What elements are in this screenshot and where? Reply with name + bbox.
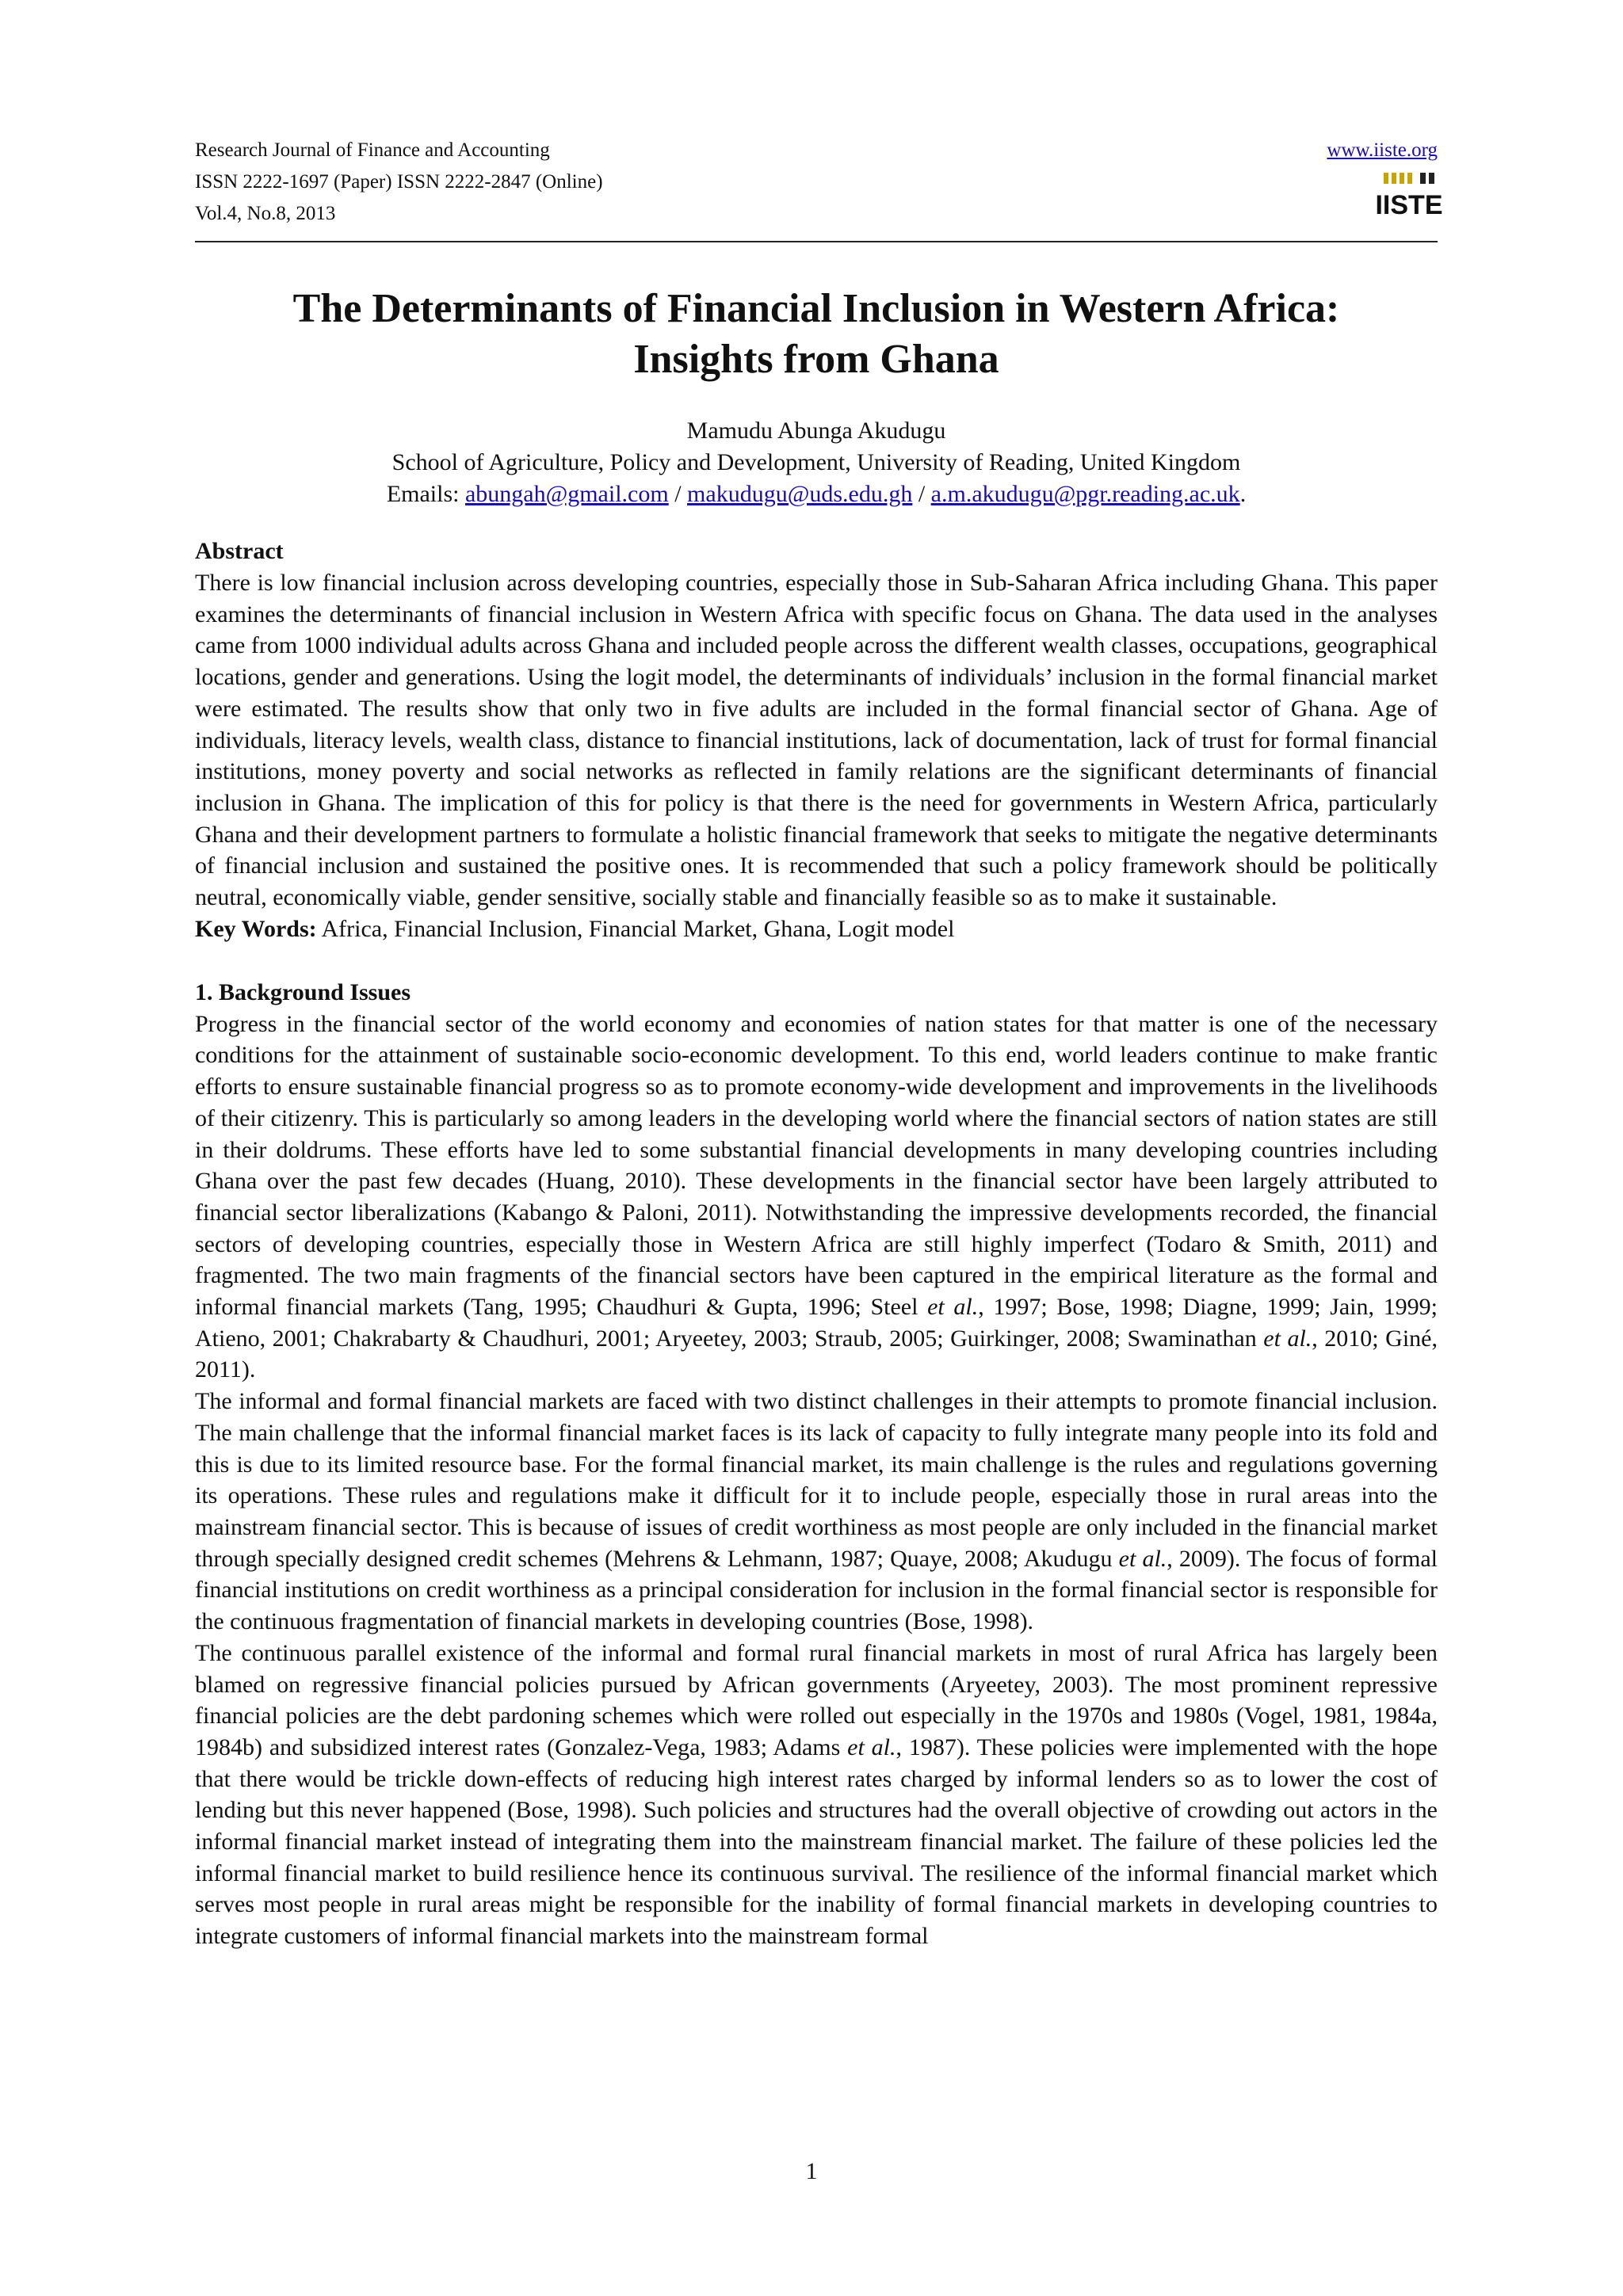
- header-right: [1327, 135, 1443, 223]
- email-link-1[interactable]: abungah@gmail.com: [464, 481, 669, 507]
- author-name: Mamudu Abunga Akudugu: [686, 418, 946, 444]
- logo-text: IISTE: [1375, 190, 1443, 220]
- abstract-heading: Abstract: [195, 538, 284, 564]
- email-separator: /: [668, 481, 688, 507]
- journal-issn: ISSN 2222-1697 (Paper) ISSN 2222-2847 (Online): [195, 171, 603, 193]
- journal-header: [195, 135, 1443, 242]
- italic-text: et al.: [927, 1294, 979, 1321]
- emails-label: Emails:: [386, 481, 465, 507]
- keywords-list: Africa, Financial Inclusion, Financial Market, Ghana, Logit model: [316, 915, 955, 942]
- abstract-text: There is low financial inclusion across developing countries, especially those in Sub-Saharan Africa including Ghana. This paper examines the determinants of financial inclusion in Western Africa with specific focus on Ghana. The data used in the analyses came from 1000 individual adults across Ghana and included people across the different wealth classes, occupations, geographical locations, gender and generations. Using the logit model, the determinants of individuals’ inclusion in the formal financial market were estimated. The results show that only two in five adults are included in the formal financial sector of Ghana. Age of individuals, literacy levels, wealth class, distance to financial institutions, lack of documentation, lack of trust for formal financial institutions, money poverty and social networks as reflected in family relations are the significant determinants of financial inclusion in Ghana. The implication of this for policy is that there is the need for governments in Western Africa, particularly Ghana and their development partners to formulate a holistic financial framework that seeks to mitigate the negative determinants of financial inclusion and sustained the positive ones. It is recommended that such a policy framework should be politically neutral, economically viable, gender sensitive, socially stable and financially feasible so as to make it sustainable.: [195, 570, 1438, 911]
- paragraph-text: , 2009). The focus of formal financial institutions on credit worthiness as a principal consideration for inclusion in the formal financial sector is responsible for the continuous fragmentation of financial markets in developing countries (Bose, 1998).: [195, 1545, 1438, 1635]
- keywords-label: Key Words:: [195, 915, 317, 942]
- title-line-2: Insights from Ghana: [633, 337, 999, 382]
- italic-text: et al.: [1118, 1545, 1167, 1572]
- section-1-heading: 1. Background Issues: [195, 978, 411, 1005]
- iiste-logo-icon: [1375, 171, 1443, 220]
- paragraph-text: The informal and formal financial markets are faced with two distinct challenges in their attempts to promote financial inclusion. The main challenge that the informal financial market faces is its lack of capacity to fully integrate many people into its fold and this is due to its limited resource base. For the formal financial market, its main challenge is the rules and regulations governing its operations. These rules and regulations make it difficult for it to include people, especially those in rural areas into the mainstream financial sector. This is because of issues of credit worthiness as most people are only included in the financial market through specially designed credit schemes (Mehrens & Lehmann, 1987; Quaye, 2008; Akudugu: [195, 1388, 1438, 1572]
- paper-title: [195, 284, 1438, 385]
- section-1-paragraph-1: [195, 1009, 1438, 1386]
- paragraph-text: , 1987). These policies were implemented with the hope that there would be trickle down-effects of reducing high interest rates charged by informal lenders so as to lower the cost of lending but this never happened (Bose, 1998). Such policies and structures had the overall objective of crowding out actors in the informal financial market instead of integrating them into the mainstream financial market. The failure of these policies led the informal financial market to build resilience hence its continuous survival. The resilience of the informal financial market which serves most people in rural areas might be responsible for the inability of formal financial markets in developing countries to integrate customers of informal financial markets into the mainstream formal: [195, 1733, 1438, 1950]
- paragraph-text: The continuous parallel existence of the informal and formal rural financial markets in most of rural Africa has largely been blamed on regressive financial policies pursued by African governments (Aryeetey, 2003). The most prominent repressive financial policies are the debt pardoning schemes which were rolled out especially in the 1970s and 1980s (Vogel, 1981, 1984a, 1984b) and subsidized interest rates (Gonzalez-Vega, 1983; Adams: [195, 1639, 1438, 1760]
- title-line-1: The Determinants of Financial Inclusion in Western Africa:: [292, 286, 1340, 331]
- page-number: 1: [805, 2158, 818, 2184]
- author-emails: [195, 479, 1438, 510]
- author-affiliation: School of Agriculture, Policy and Development, University of Reading, United Kingdom: [391, 449, 1241, 475]
- italic-text: et al.: [1263, 1325, 1312, 1352]
- email-link-2[interactable]: makudugu@uds.edu.gh: [687, 481, 913, 507]
- section-1-paragraph-3: [195, 1638, 1438, 1952]
- keywords: [195, 913, 1438, 945]
- paragraph-text: Progress in the financial sector of the world economy and economies of nation states for that matter is one of the necessary conditions for the attainment of sustainable socio-economic development. To this end, world leaders continue to make frantic efforts to ensure sustainable financial progress so as to promote economy-wide development and improvements in the livelihoods of their citizenry. This is particularly so among leaders in the developing world where the financial sectors of nation states are still in their doldrums. These efforts have led to some substantial financial developments in many developing countries including Ghana over the past few decades (Huang, 2010). These developments in the financial sector have been largely attributed to financial sector liberalizations (Kabango & Paloni, 2011). Notwithstanding the impressive developments recorded, the financial sectors of developing countries, especially those in Western Africa are still highly imperfect (Todaro & Smith, 2011) and fragmented. The two main fragments of the financial sectors have been captured in the empirical literature as the formal and informal financial markets (Tang, 1995; Chaudhuri & Gupta, 1996; Steel: [195, 1010, 1438, 1321]
- section-1-paragraph-2: [195, 1386, 1438, 1638]
- journal-volume: Vol.4, No.8, 2013: [195, 203, 336, 224]
- journal-name: Research Journal of Finance and Accounting: [195, 139, 550, 161]
- email-separator: /: [912, 481, 931, 507]
- website-link[interactable]: www.iiste.org: [1327, 139, 1438, 161]
- email-link-3[interactable]: a.m.akudugu@pgr.reading.ac.uk: [930, 481, 1240, 507]
- paragraph-text: , 2010; Giné, 2011).: [195, 1325, 1438, 1383]
- italic-text: et al.: [847, 1733, 896, 1760]
- paper-page: [195, 135, 1443, 1952]
- email-end: .: [1239, 481, 1247, 507]
- paragraph-text: , 1997; Bose, 1998; Diagne, 1999; Jain, 1999; Atieno, 2001; Chakrabarty & Chaudhuri, 2001; Aryeetey, 2003; Straub, 2005; Guirkinger, 2008; Swaminathan: [195, 1294, 1438, 1352]
